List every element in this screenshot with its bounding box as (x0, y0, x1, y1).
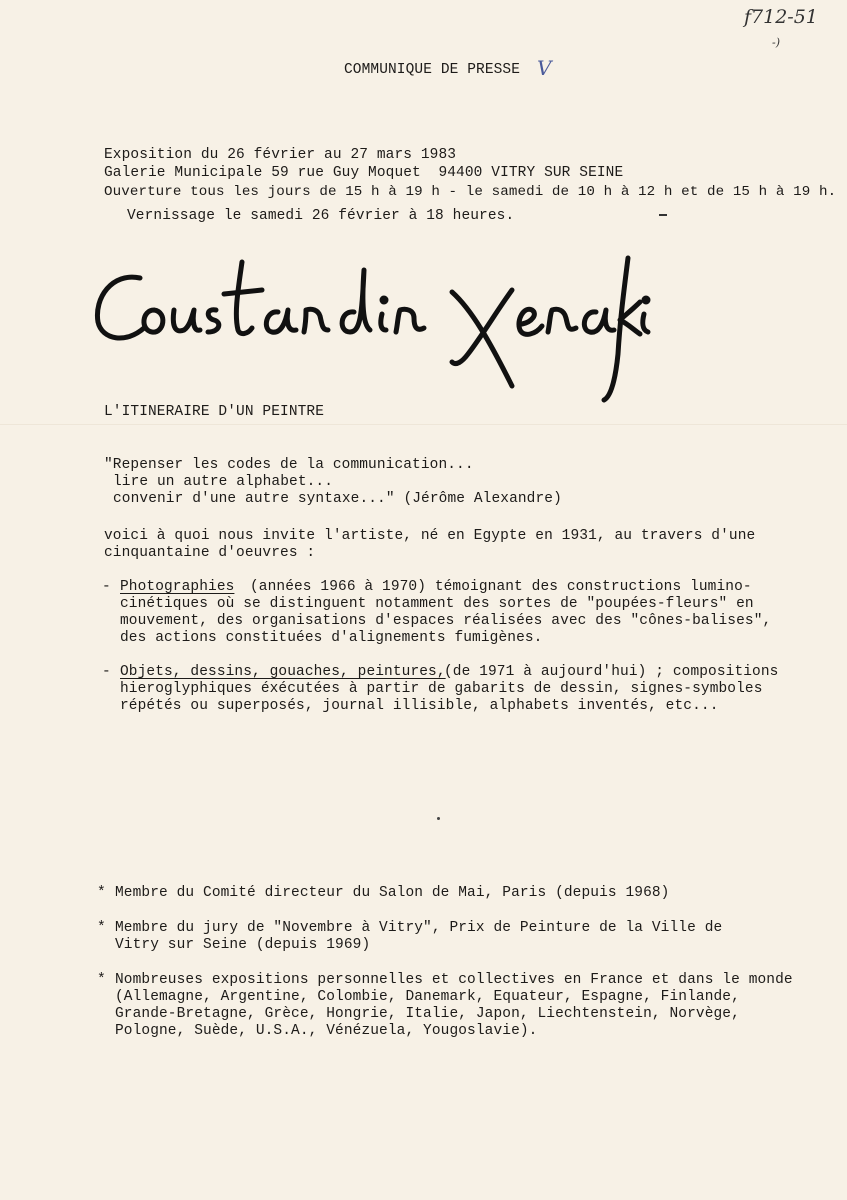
archive-mark: f712-51 (744, 6, 818, 28)
note-text: (Allemagne, Argentine, Colombie, Danemark, Equateur, Espagne, Finlande, (115, 989, 740, 1005)
note-text: Membre du Comité directeur du Salon de Mai, Paris (depuis 1968) (115, 885, 670, 901)
note-text: Nombreuses expositions personnelles et collectives en France et dans le monde (115, 972, 793, 988)
item-bullet: - (102, 579, 111, 595)
quote-line-1: "Repenser les codes de la communication... (104, 457, 474, 473)
item-text: répétés ou superposés, journal illisible, alphabets inventés, etc... (120, 698, 719, 714)
item-bullet: - (102, 664, 111, 680)
note-text: Grande-Bretagne, Grèce, Hongrie, Italie, Japon, Liechtenstein, Norvège, (115, 1006, 740, 1022)
stray-mark (659, 214, 667, 216)
event-opening: Vernissage le samedi 26 février à 18 heures. (127, 208, 515, 224)
page-title: COMMUNIQUE DE PRESSE (344, 62, 521, 78)
item-text: hieroglyphiques éxécutées à partir de gabarits de dessin, signes-symboles (120, 681, 763, 697)
stray-dot (437, 817, 440, 820)
item-text: cinétiques où se distinguent notamment des sortes de "poupées-fleurs" en (120, 596, 754, 612)
quote-line-3: convenir d'une autre syntaxe..." (Jérôme Alexandre) (113, 491, 562, 507)
item-text: (de 1971 à aujourd'hui) ; compositions (444, 664, 779, 680)
archive-mark-small: -) (772, 36, 781, 49)
event-venue: Galerie Municipale 59 rue Guy Moquet 94400 VITRY SUR SEINE (104, 165, 624, 181)
intro-line-1: voici à quoi nous invite l'artiste, né en Egypte en 1931, au travers d'une (104, 528, 756, 544)
intro-line-2: cinquantaine d'oeuvres : (104, 545, 316, 561)
note-text: Vitry sur Seine (depuis 1969) (115, 937, 371, 953)
subtitle: L'ITINERAIRE D'UN PEINTRE (104, 404, 325, 420)
note-bullet: * (97, 885, 106, 901)
note-text: Membre du jury de "Novembre à Vitry", Prix de Peinture de la Ville de (115, 920, 723, 936)
item-heading-objets: Objets, dessins, gouaches, peintures, (120, 664, 446, 680)
item-text: mouvement, des organisations d'espaces réalisées avec des "cônes-balises", (120, 613, 772, 629)
event-dates: Exposition du 26 février au 27 mars 1983 (104, 147, 457, 163)
event-hours: Ouverture tous les jours de 15 h à 19 h - le samedi de 10 h à 12 h et de 15 h à 19 h. (104, 184, 837, 200)
quote-line-2: lire un autre alphabet... (113, 474, 334, 490)
item-text: (années 1966 à 1970) témoignant des constructions lumino- (250, 579, 752, 595)
item-text: des actions constituées d'alignements fumigènes. (120, 630, 543, 646)
note-bullet: * (97, 920, 106, 936)
item-heading-photographies: Photographies (120, 579, 235, 595)
note-text: Pologne, Suède, U.S.A., Vénézuela, Yougoslavie). (115, 1023, 538, 1039)
check-mark: V (537, 56, 552, 80)
artist-signature (92, 250, 652, 410)
note-bullet: * (97, 972, 106, 988)
paper-fold (0, 424, 847, 426)
